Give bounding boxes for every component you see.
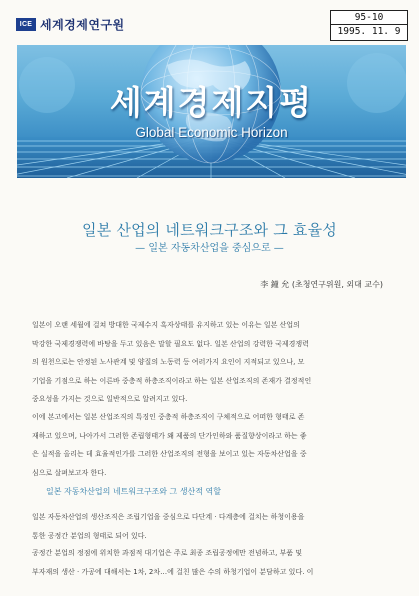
text-line: 재하고 있으며, 나아가서 그러한 존립형태가 왜 제품의 단가인하와 품질향상이라고 하는 좋	[32, 431, 307, 440]
text-line: 일본 자동차산업의 생산조직은 조립기업을 중심으로 다단계 · 다계층에 걸치는 하청이용을	[32, 513, 305, 521]
text-line: 부자재의 생산 · 가공에 대해서는 1차, 2차…에 걸친 많은 수의 하청기업이 분담하고 있다. 이	[32, 567, 314, 576]
org-name: 세계경제연구원	[40, 17, 125, 32]
text-line: 막강한 국제경쟁력에 바탕을 두고 있음은 말할 필요도 없다. 일본 산업의 강력한 국제경쟁력	[32, 339, 309, 348]
ice-logo: ICE	[16, 18, 36, 31]
text-line: 중요성을 가지는 것으로 일반적으로 알려지고 있다.	[32, 395, 188, 403]
author-line: 李 鐘 允 (초청연구위원, 외대 교수)	[260, 280, 383, 289]
text-line: 의 원천으로는 안정된 노사관계 및 양질의 노동력 등 여러가지 요인이 지적되고 있으나, 모	[32, 358, 305, 366]
paragraph-3	[32, 508, 388, 545]
paragraph-1	[32, 316, 388, 409]
text-line: 은 실적을 올리는 데 효율적인가를 그러한 산업조직의 전형을 보이고 있는 자동차산업을 중	[32, 450, 307, 458]
banner-subtitle: Global Economic Horizon	[135, 125, 288, 140]
text-line: 심으로 살펴보고자 한다.	[32, 468, 107, 477]
banner-title: 세계경제지평	[109, 83, 314, 122]
text-line: 일본이 오랜 세월에 걸쳐 방대한 국제수지 흑자상태를 유지하고 있는 이유는 일본 산업의	[32, 321, 300, 329]
org-header	[16, 13, 125, 35]
text-line: 통한 공정간 분업의 형태로 되어 있다.	[32, 531, 147, 540]
article-title: 일본 산업의 네트워크구조와 그 효율성	[82, 221, 337, 239]
paragraph-2	[32, 408, 388, 482]
issue-date: 1995. 11. 9	[337, 26, 401, 37]
paragraph-4	[32, 544, 388, 581]
issue-number: 95-10	[331, 11, 407, 25]
text-line: 기업을 기점으로 하는 이른바 중층적 하층조직이라고 하는 일본 산업조직의 존재가 결정적인	[32, 376, 312, 385]
text-line: 공정간 분업의 정점에 위치한 과점적 대기업은 주로 최종 조립공정에만 전념하고, 부품 및	[32, 549, 303, 557]
section-heading: 일본 자동차산업의 네트워크구조와 그 생산적 역할	[46, 487, 222, 496]
issue-box	[330, 10, 408, 41]
article-subtitle: — 일본 자동차산업을 중심으로 —	[135, 243, 284, 254]
masthead-banner	[17, 45, 406, 178]
text-line: 이에 본고에서는 일본 산업조직의 특징인 중층적 하층조직이 구체적으로 어떠한 형태로 존	[32, 413, 305, 421]
